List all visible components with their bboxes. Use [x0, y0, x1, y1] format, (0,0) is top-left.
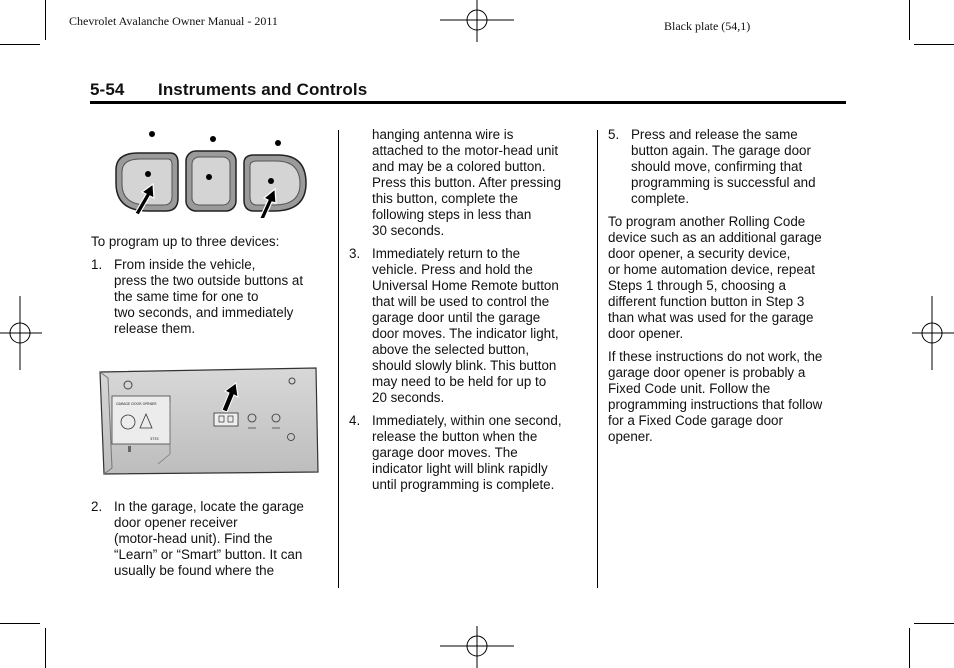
- garage-opener-illustration: [98, 364, 320, 476]
- indicator-light: [275, 140, 281, 146]
- step-5: 5. Press and release the same button again. The garage door should move, confirming that programming is successful and complete.: [608, 127, 816, 206]
- crop-mark: [0, 623, 40, 624]
- rolling-code-paragraph: To program another Rolling Code device such as an additional garage door opener, a security device, or home automation device, repeat Steps 1 through 5, choosing a different function button in Step 3 than what was used for the garage door opener.: [608, 214, 822, 341]
- crop-mark: [0, 44, 40, 45]
- registration-target-icon: [0, 296, 46, 372]
- step-2: 2. In the garage, locate the garage door opener receiver (motor-head unit). Find the “Learn” or “Smart” button. It can usually be found where the: [91, 499, 304, 578]
- column-2: [349, 127, 589, 500]
- intro-text: To program up to three devices:: [91, 234, 280, 249]
- indicator-light: [210, 136, 216, 142]
- crop-mark: [45, 0, 46, 40]
- plate-label: Black plate (54,1): [664, 19, 751, 33]
- learn-button: [214, 413, 238, 426]
- crop-mark: [914, 44, 954, 45]
- step-1: 1. From inside the vehicle, press the two outside buttons at the same time for one to two seconds, and immediately release them.: [91, 257, 304, 336]
- crop-mark: [909, 628, 910, 668]
- indicator-light: [149, 131, 155, 137]
- remote-buttons-illustration: [108, 128, 312, 218]
- registration-target-icon: [908, 296, 954, 372]
- part-code: 3755: [150, 437, 159, 441]
- section-heading: [90, 80, 367, 100]
- column-divider: [338, 130, 339, 588]
- registration-target-icon: [440, 0, 516, 46]
- svg-text:GARAGE DOOR OPENER: GARAGE DOOR OPENER: [116, 402, 157, 406]
- fixed-code-paragraph: If these instructions do not work, the garage door opener is probably a Fixed Code unit. Follow the programming instructions that follow for a Fixed Code garage door opener.: [608, 349, 823, 444]
- step-4: 4. Immediately, within one second, release the button when the garage door moves. The indicator light will blink rapidly until programming is complete.: [349, 413, 562, 492]
- column-1-lower: [91, 499, 331, 586]
- heading-rule: [90, 101, 846, 104]
- step-2-continued: hanging antenna wire is attached to the motor-head unit and may be a colored button. Press this button. After pressing this button, complete the following steps in less than 30 seconds.: [372, 127, 562, 238]
- column-3: [608, 127, 850, 452]
- crop-mark: [909, 0, 910, 40]
- page-number: 5-54: [90, 80, 125, 99]
- crop-mark: [914, 623, 954, 624]
- column-divider: [597, 130, 598, 588]
- section-title: Instruments and Controls: [158, 80, 368, 99]
- crop-mark: [45, 628, 46, 668]
- column-1: [91, 234, 331, 344]
- manual-title: Chevrolet Avalanche Owner Manual - 2011: [69, 14, 278, 28]
- registration-target-icon: [440, 624, 516, 668]
- step-3: 3. Immediately return to the vehicle. Press and hold the Universal Home Remote button that will be used to control the garage door until the garage door moves. The indicator light, above the selected button, should slowly blink. This button may need to be held for up to 20 seconds.: [349, 246, 559, 405]
